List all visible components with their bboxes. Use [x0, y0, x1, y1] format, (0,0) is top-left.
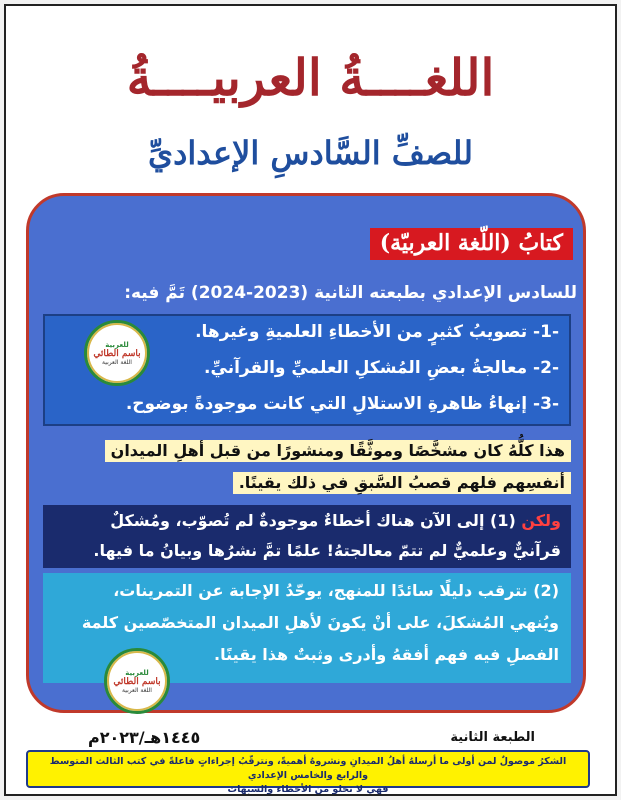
highlight-line: أنفسِهم فلهم قصبُ السَّبقِ في ذلك يقينًا.: [233, 472, 571, 494]
paragraph-line: ويُنهي المُشكلَ، على أنْ يكونَ لأهلِ الميدان المتخصّصين كلمة: [81, 613, 559, 632]
footer-line: فهي لا تخلو من الأخطاء والشبهات: [227, 784, 389, 795]
stamp-name: باسم الطائي: [93, 348, 141, 359]
paragraph-line: (1) إلى الآن هناك أخطاءٌ موجودةٌ لم تُصوّب، ومُشكلٌ: [110, 511, 516, 530]
stamp-line: للعربية: [105, 340, 129, 349]
paragraph-line: الفصلِ فيه فهم أفقهُ وأدرى وثبتٌ هذا يقينًا.: [214, 645, 559, 664]
stamp-line: اللغة العربية: [122, 686, 152, 694]
footer-line: الشكرُ موصولٌ لمن أولى ما أرسلهُ أهلُ الميدانِ ونشروهُ أهميةً، ونترقّبُ إجراءاتٍ فاعلةً في كتب الثالث المتوسط والرابع والخامس الإعدادي: [49, 756, 567, 781]
list-item: -3- إنهاءُ ظاهرةِ الاستلالِ التي كانت موجودةً بوضوح.: [125, 394, 559, 414]
date-label: ١٤٤٥هـ/٢٠٢٣م: [88, 728, 201, 747]
paragraph-line: (2) نترقب دليلًا سائدًا للمنهج، يوحّدُ الإجابة عن التمرينات،: [113, 581, 559, 600]
stamp-name: باسم الطائي: [113, 676, 161, 687]
page-title: اللغــــةُ العربيــــةُ: [126, 48, 495, 107]
book-title-badge: كتابُ (اللّغة العربيّة): [370, 228, 573, 260]
page-subtitle: للصفِّ السَّادسِ الإعداديِّ: [148, 134, 473, 172]
but-word: ولكن: [521, 511, 561, 530]
highlight-line: هذا كلُّهُ كان مشخَّصًا وموثَّقًا ومنشورًا من قبل أهلِ الميدان: [105, 440, 571, 462]
stamp-line: للعربية: [125, 668, 149, 677]
list-item: -2- معالجةُ بعضِ المُشكلِ العلميِّ والقرآنيِّ.: [204, 358, 559, 378]
remaining-errors-box: [43, 505, 571, 568]
edition-label: الطبعة الثانية: [450, 730, 535, 745]
list-item: -1- تصويبُ كثيرٍ من الأخطاءِ العلميةِ وغيرها.: [195, 322, 559, 342]
seal-stamp: [104, 648, 170, 714]
footer-note: [26, 750, 590, 795]
intro-text: للسادس الإعدادي بطبعته الثانية (2023-2024) تَمَّ فيه:: [124, 283, 577, 303]
seal-stamp: [84, 320, 150, 386]
stamp-line: اللغة العربية: [102, 358, 132, 366]
paragraph-line: قرآنيٌّ وعلميٌّ لم تتمّ معالجتهُ! علمًا تمَّ نشرُها وبيانُ ما فيها.: [93, 541, 561, 560]
